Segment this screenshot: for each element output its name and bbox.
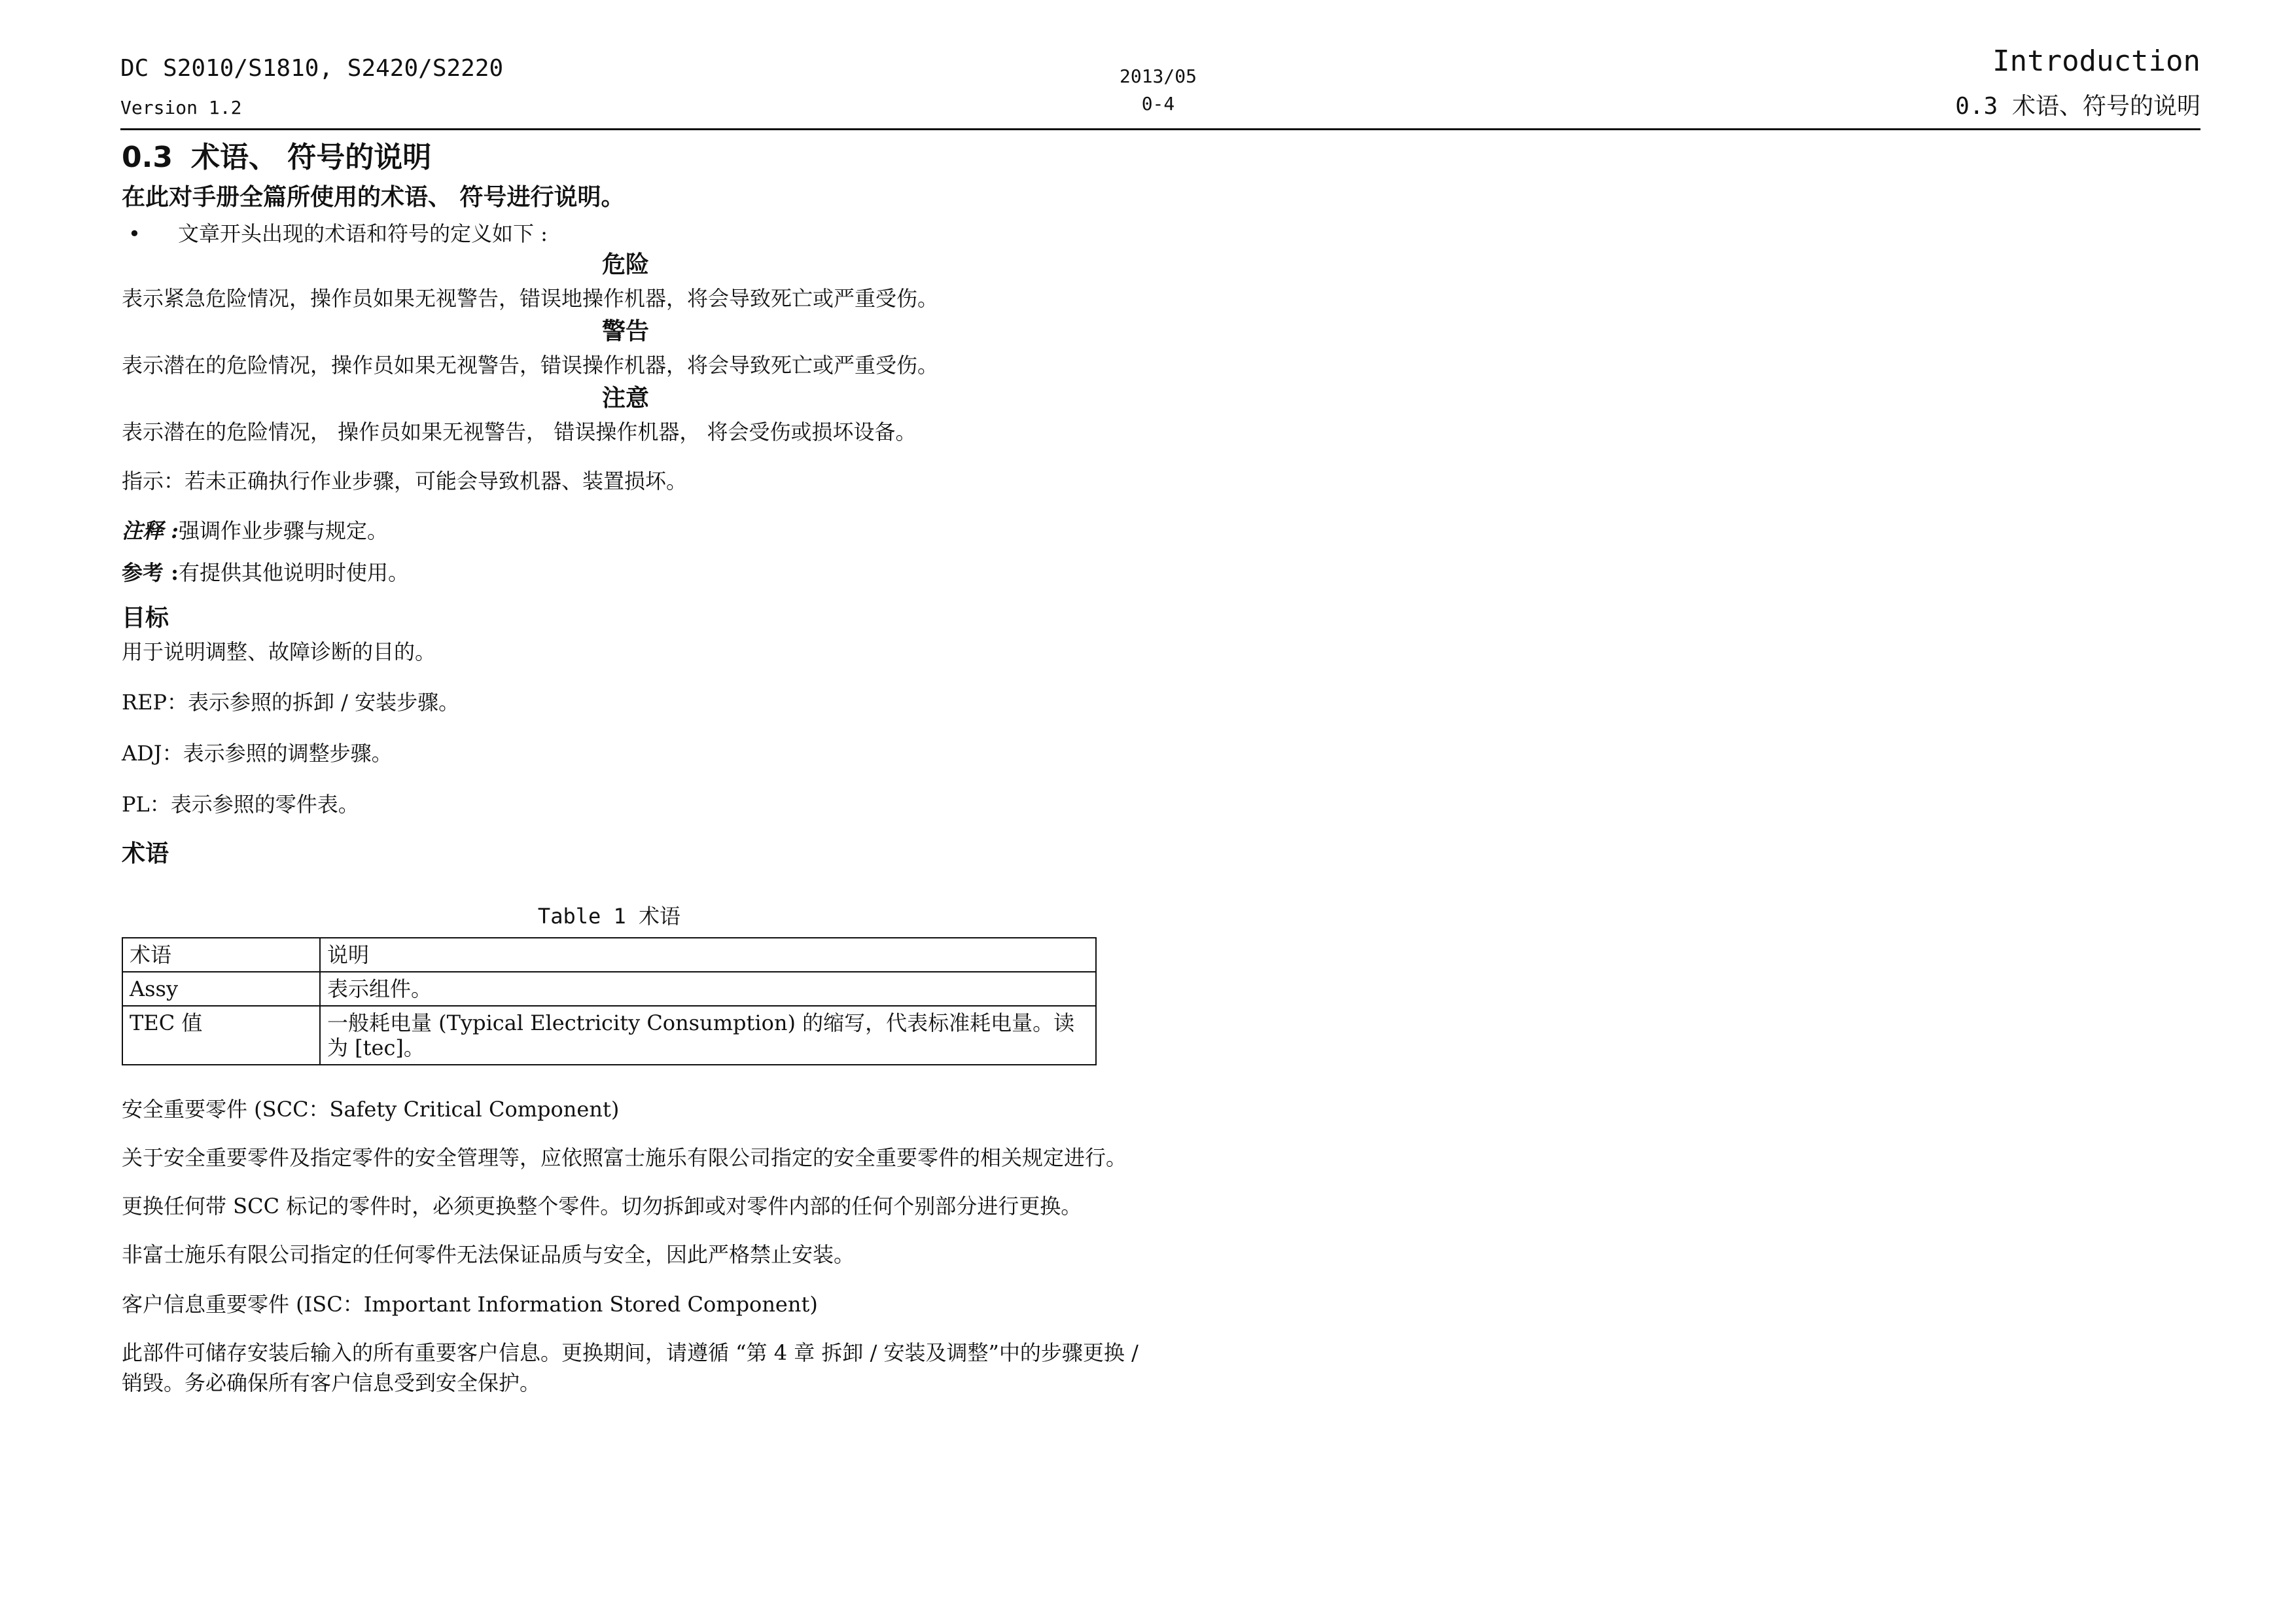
signal-word-warning: 警告 <box>602 318 650 345</box>
header-page-number: 0-4 <box>1141 93 1175 115</box>
scc-paragraph-3: 非富士施乐有限公司指定的任何零件无法保证品质与安全，因此严格禁止安装。 <box>122 1242 855 1267</box>
bullet-item <box>122 219 1142 249</box>
target-rep: REP：表示参照的拆卸 / 安装步骤。 <box>122 690 460 715</box>
reference-label: 参考 : <box>122 560 179 585</box>
table-caption: Table 1 术语 <box>537 904 681 929</box>
table-header-desc: 说明 <box>320 938 1096 972</box>
isc-title: 客户信息重要零件 (ISC：Important Information Stored Component) <box>122 1292 818 1317</box>
header-section: 0.3 术语、符号的说明 <box>1955 93 2200 120</box>
isc-paragraph-1: 此部件可储存安装后输入的所有重要客户信息。更换期间，请遵循 “第 4 章 拆卸 / 安装及调整”中的步骤更换 / 销毁。务必确保所有客户信息受到安全保护。 <box>122 1340 1139 1395</box>
table-cell-term: Assy <box>122 972 320 1006</box>
reference-text: 有提供其他说明时使用。 <box>178 560 409 585</box>
bullet-icon: • <box>128 221 141 246</box>
reference-line <box>122 558 1142 588</box>
section-number: 0.3 <box>122 141 173 174</box>
scc-paragraph-1: 关于安全重要零件及指定零件的安全管理等，应依照富士施乐有限公司指定的安全重要零件的相关规定进行。 <box>122 1145 1127 1170</box>
note-text: 强调作业步骤与规定。 <box>178 518 388 543</box>
signal-text-caution: 表示潜在的危险情况， 操作员如果无视警告， 错误操作机器， 将会受伤或损坏设备。 <box>122 419 917 444</box>
table-row <box>122 1006 1096 1065</box>
note-line <box>122 516 1142 546</box>
header-version: Version 1.2 <box>120 97 242 118</box>
signal-text-warning: 表示潜在的危险情况，操作员如果无视警告，错误操作机器，将会导致死亡或严重受伤。 <box>122 353 939 378</box>
header-model: DC S2010/S1810, S2420/S2220 <box>120 55 504 82</box>
signal-text-danger: 表示紧急危险情况，操作员如果无视警告，错误地操作机器，将会导致死亡或严重受伤。 <box>122 286 939 311</box>
terms-heading: 术语 <box>122 840 169 867</box>
bullet-text: 文章开头出现的术语和符号的定义如下 : <box>178 221 548 246</box>
table-cell-desc: 一般耗电量 (Typical Electricity Consumption) 的缩写，代表标准耗电量。读为 [tec]。 <box>320 1006 1096 1065</box>
header-date: 2013/05 <box>1119 65 1197 87</box>
header-date-page <box>1086 63 1230 118</box>
table-cell-desc: 表示组件。 <box>320 972 1096 1006</box>
signal-word-caution: 注意 <box>602 385 650 412</box>
header-chapter: Introduction <box>1992 45 2200 78</box>
terms-table <box>122 937 1097 1065</box>
page-content <box>122 131 1142 1398</box>
section-lead: 在此对手册全篇所使用的术语、 符号进行说明。 <box>122 184 625 211</box>
scc-title: 安全重要零件 (SCC：Safety Critical Component) <box>122 1097 620 1122</box>
note-label: 注释 : <box>122 518 179 543</box>
target-pl: PL：表示参照的零件表。 <box>122 792 359 817</box>
target-purpose: 用于说明调整、故障诊断的目的。 <box>122 639 436 664</box>
section-title <box>122 137 1142 178</box>
table-header-row <box>122 938 1096 972</box>
section-title-text: 术语、 符号的说明 <box>190 141 432 174</box>
table-cell-term: TEC 值 <box>122 1006 320 1065</box>
target-heading: 目标 <box>122 605 169 632</box>
header-divider <box>120 128 2200 130</box>
target-adj: ADJ：表示参照的调整步骤。 <box>122 741 393 766</box>
scc-paragraph-2: 更换任何带 SCC 标记的零件时，必须更换整个零件。切勿拆卸或对零件内部的任何个别部分进行更换。 <box>122 1194 1082 1219</box>
table-header-term: 术语 <box>122 938 320 972</box>
signal-word-danger: 危险 <box>602 251 650 278</box>
instruction-text: 指示：若未正确执行作业步骤，可能会导致机器、装置损坏。 <box>122 469 688 493</box>
table-row <box>122 972 1096 1006</box>
